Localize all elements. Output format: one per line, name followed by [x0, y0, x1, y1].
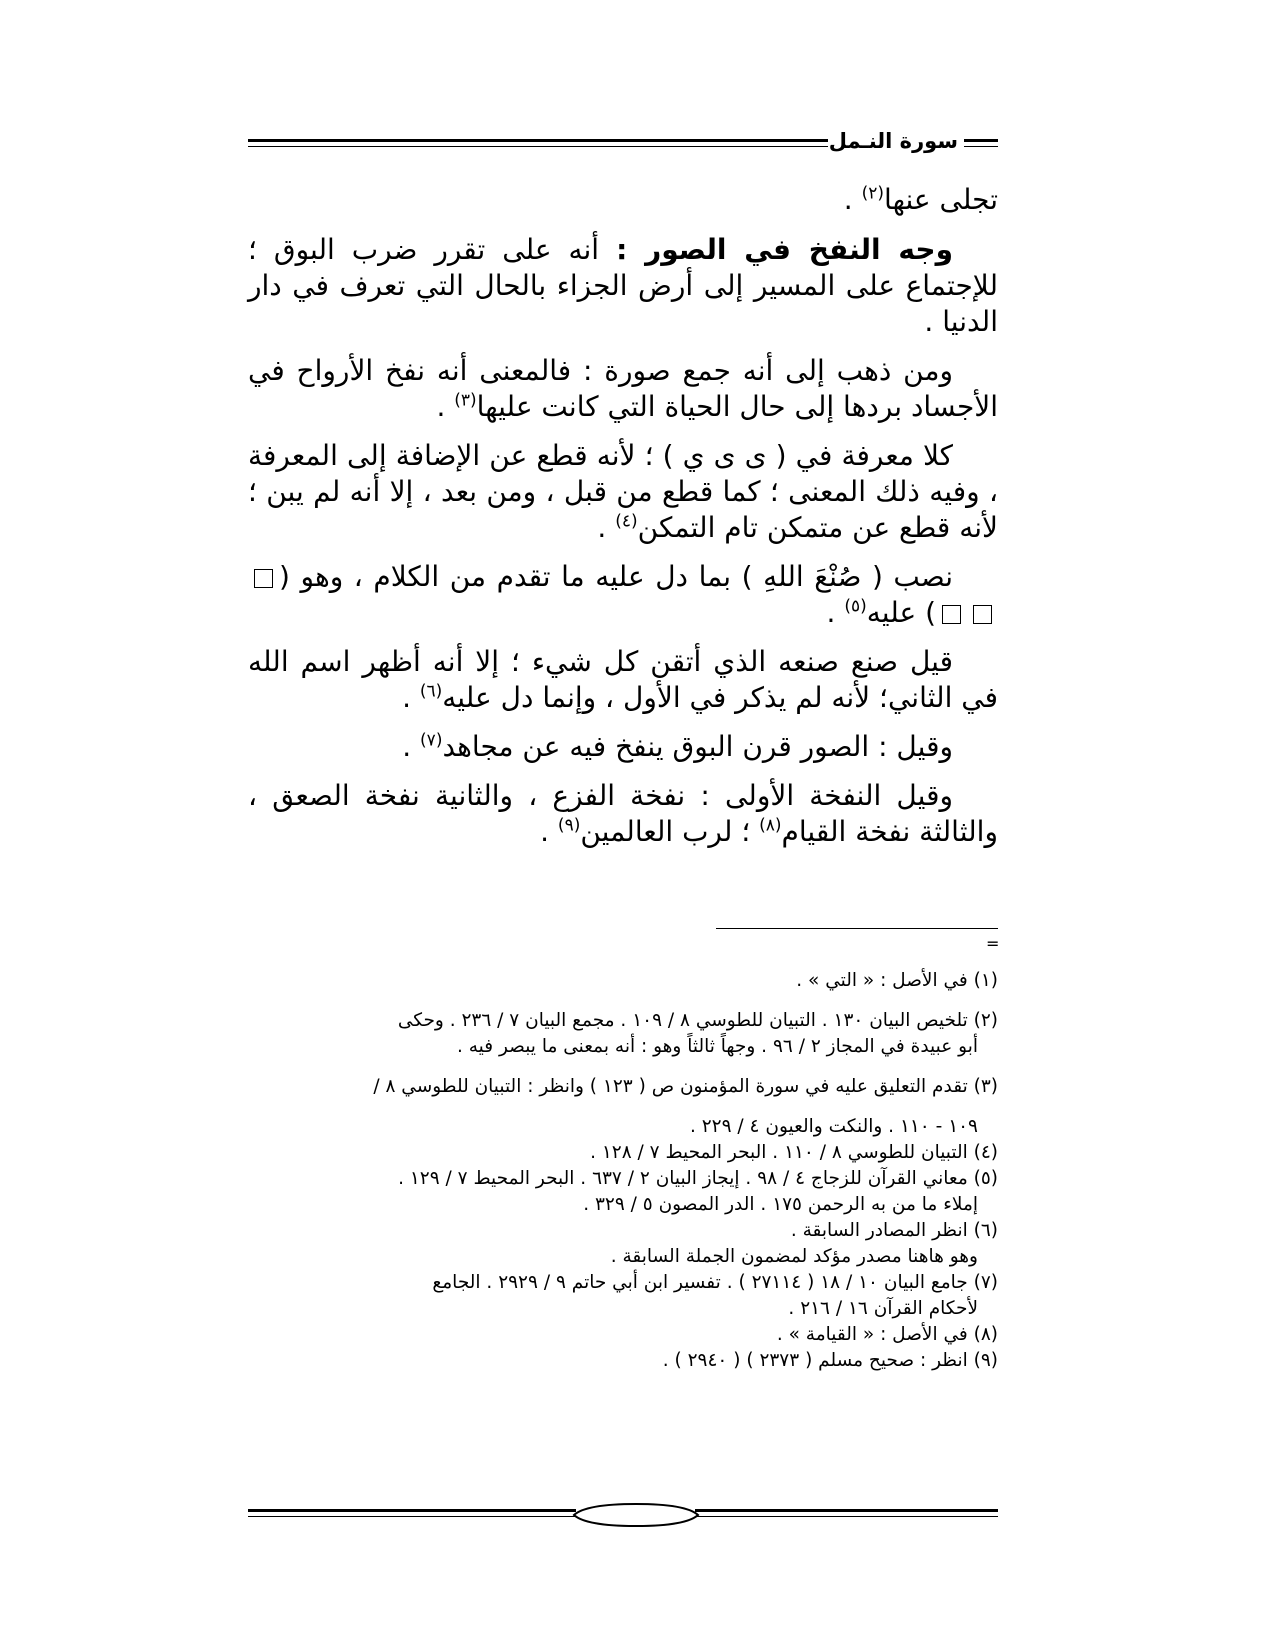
footnote-7: (٧) جامع البيان ١٠ / ١٨ ( ٢٧١١٤ ) . تفسير ابن أبي حاتم ٩ / ٢٩٢٩ . الجامع — [432, 1272, 998, 1293]
paragraph-6-end: . — [402, 681, 420, 714]
paragraph-8-text-b: ؛ لرب العالمين — [580, 815, 760, 848]
paragraph-1-text: تجلى عنها — [884, 183, 998, 216]
surah-title: سورة النـمل — [828, 129, 958, 153]
header-rule-left — [248, 139, 828, 147]
footnote-2-cont: أبو عبيدة في المجاز ٢ / ٩٦ . وجهاً ثالثاً وهو : أنه بمعنى ما يبصر فيه . — [456, 1036, 978, 1057]
footnote-8: (٨) في الأصل : « القيامة » . — [776, 1324, 998, 1345]
footnote-ref-3[interactable]: (٣) — [454, 390, 477, 411]
paragraph-1 — [248, 182, 998, 218]
page-footer-ornament — [248, 1500, 998, 1530]
paragraph-8-end: . — [540, 815, 558, 848]
paragraph-3-end: . — [436, 390, 455, 423]
footnote-9: (٩) انظر : صحيح مسلم ( ٢٣٧٣ ) ( ٢٩٤٠ ) . — [662, 1350, 998, 1371]
paragraph-3 — [248, 353, 998, 425]
footnote-ref-6[interactable]: (٦) — [419, 681, 443, 702]
paragraph-7-text: وقيل : الصور قرن البوق ينفخ فيه عن مجاهد — [442, 730, 953, 763]
paragraph-5-text-b: ) عليه — [866, 596, 936, 629]
footnote-2: (٢) تلخيص البيان ١٣٠ . التبيان للطوسي ٨ / ١٠٩ . مجمع البيان ٧ / ٢٣٦ . وحكى — [397, 1010, 998, 1031]
page-number-frame-icon — [566, 1500, 706, 1530]
paragraph-7 — [248, 729, 998, 765]
footnote-ref-5[interactable]: (٥) — [844, 596, 867, 617]
paragraph-5 — [248, 559, 998, 631]
footnote-3-cont: ١٠٩ - ١١٠ . والنكت والعيون ٤ / ٢٢٩ . — [689, 1116, 978, 1137]
paragraph-6 — [248, 644, 998, 716]
paragraph-5-text-a: نصب ( صُنْعَ اللهِ ) بما دل عليه ما تقدم من الكلام ، وهو ( — [279, 560, 953, 593]
footnote-3: (٣) تقدم التعليق عليه في سورة المؤمنون ص ( ١٢٣ ) وانظر : التبيان للطوسي ٨ / — [373, 1076, 998, 1097]
footnote-separator — [716, 928, 998, 929]
paragraph-2-heading: وجه النفخ في الصور : — [616, 233, 953, 266]
paragraph-6-text: قيل صنع صنعه الذي أتقن كل شيء ؛ إلا أنه أظهر اسم الله في الثاني؛ لأنه لم يذكر في الأول ، وإنما دل عليه — [248, 645, 998, 714]
footnote-ref-8[interactable]: (٨) — [759, 815, 782, 836]
footer-rule-left — [248, 1509, 576, 1517]
page-header — [248, 129, 998, 157]
paragraph-8-text-a: وقيل النفخة الأولى : نفخة الفزع ، والثانية نفخة الصعق ، والثالثة نفخة القيام — [248, 779, 998, 848]
paragraph-5-end: . — [826, 596, 845, 629]
missing-glyph-icon — [942, 605, 961, 624]
footnote-5: (٥) معاني القرآن للزجاج ٤ / ٩٨ . إيجاز البيان ٢ / ٦٣٧ . البحر المحيط ٧ / ١٢٩ . — [398, 1168, 998, 1189]
footnote-7-cont: لأحكام القرآن ١٦ / ٢١٦ . — [788, 1298, 978, 1319]
missing-glyph-icon — [973, 605, 992, 624]
footnote-ref-2[interactable]: (٢) — [861, 183, 885, 204]
paragraph-2-text: أنه على تقرر ضرب البوق ؛ للإجتماع على المسير إلى أرض الجزاء بالحال التي تعرف في دار الدنيا . — [248, 233, 998, 338]
footnote-6: (٦) انظر المصادر السابقة . — [790, 1220, 998, 1241]
paragraph-4-end: . — [597, 511, 616, 544]
paragraph-8 — [248, 778, 998, 850]
footnote-4: (٤) التبيان للطوسي ٨ / ١١٠ . البحر المحيط ٧ / ١٢٨ . — [590, 1142, 998, 1163]
footnotes — [248, 968, 998, 1374]
paragraph-4 — [248, 438, 998, 546]
main-text — [248, 182, 998, 863]
footnote-ref-4[interactable]: (٤) — [615, 511, 638, 532]
footer-rule-right — [695, 1509, 998, 1517]
paragraph-1-end: . — [843, 183, 862, 216]
paragraph-3-text: ومن ذهب إلى أنه جمع صورة : فالمعنى أنه نفخ الأرواح في الأجساد بردها إلى حال الحياة التي كانت عليها — [248, 354, 998, 423]
footnote-1: (١) في الأصل : « التي » . — [796, 970, 998, 991]
paragraph-4-text: كلا معرفة في ( ى ى ي ) ؛ لأنه قطع عن الإضافة إلى المعرفة ، وفيه ذلك المعنى ؛ كما قطع من قبل ، ومن بعد ، إلا أنه لم يبن ؛ لأنه قطع عن متمكن تام التمكن — [248, 439, 998, 544]
paragraph-7-end: . — [402, 730, 421, 763]
header-rule-right — [964, 139, 998, 147]
missing-glyph-icon — [254, 569, 273, 588]
footnote-ref-7[interactable]: (٧) — [420, 730, 443, 751]
footnote-5-cont: إملاء ما من به الرحمن ١٧٥ . الدر المصون ٥ / ٣٢٩ . — [583, 1194, 978, 1215]
footnote-ref-9[interactable]: (٩) — [557, 815, 581, 836]
footnote-continuation-mark: = — [986, 934, 1000, 953]
paragraph-2 — [248, 232, 998, 340]
footnote-6-cont: وهو هاهنا مصدر مؤكد لمضمون الجملة السابقة . — [610, 1246, 978, 1267]
